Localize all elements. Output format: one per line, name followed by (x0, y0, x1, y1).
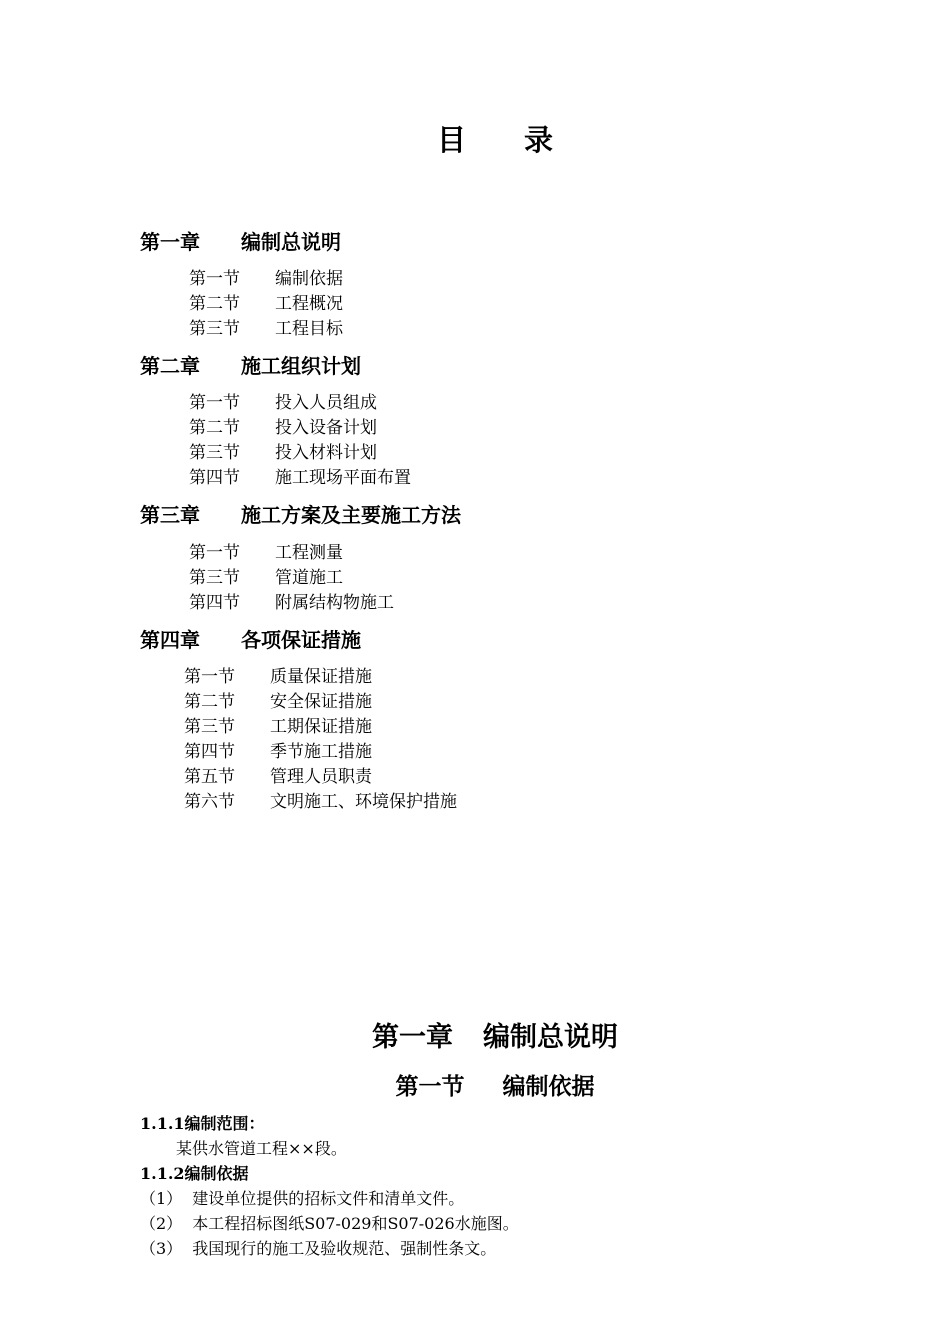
body-chapter-name: 编制总说明 (483, 1022, 618, 1053)
toc-chapter-name: 编制总说明 (241, 230, 341, 254)
basis-item-text: 我国现行的施工及验收规范、强制性条文。 (192, 1239, 497, 1258)
toc-chapter-num: 第四章 (140, 628, 200, 652)
toc-title (0, 118, 950, 159)
toc-section-num: 第四节 (184, 742, 235, 762)
basis-item (140, 1211, 519, 1234)
toc-section-num: 第二节 (184, 692, 235, 712)
basis-item-text: 本工程招标图纸S07-029和S07-026水施图。 (192, 1214, 519, 1233)
body-section-heading (0, 1068, 950, 1101)
toc-section-name: 附属结构物施工 (275, 593, 394, 613)
body-chapter-heading (0, 1015, 950, 1054)
basis-item-text: 建设单位提供的招标文件和清单文件。 (192, 1189, 465, 1208)
scope-heading: 1.1.1编制范围： (140, 1114, 265, 1133)
basis-heading: 1.1.2编制依据 (140, 1164, 249, 1183)
toc-section-name: 投入设备计划 (275, 418, 377, 438)
toc-section-name: 文明施工、环境保护措施 (270, 792, 457, 812)
toc-section-num: 第五节 (184, 767, 235, 787)
toc-chapter-num: 第三章 (140, 503, 200, 527)
toc-section-name: 投入材料计划 (275, 443, 377, 463)
toc-chapter-num: 第二章 (140, 354, 200, 378)
toc-section-name: 质量保证措施 (270, 667, 372, 687)
toc-section-num: 第一节 (189, 269, 240, 289)
toc-section-num: 第一节 (189, 393, 240, 413)
toc-section-num: 第三节 (189, 319, 240, 339)
scope-text: 某供水管道工程××段。 (176, 1139, 347, 1158)
toc-section-name: 安全保证措施 (270, 692, 372, 712)
toc-section-name: 工程测量 (275, 543, 343, 563)
toc-section-name: 施工现场平面布置 (275, 468, 411, 488)
toc-section-name: 编制依据 (275, 269, 343, 289)
toc-section-name: 工程概况 (275, 294, 343, 314)
basis-item (140, 1186, 464, 1209)
toc-section-num: 第四节 (189, 468, 240, 488)
body-chapter-num: 第一章 (372, 1022, 453, 1053)
toc-section-name: 管道施工 (275, 568, 343, 588)
toc-chapter-name: 各项保证措施 (241, 628, 361, 652)
toc-section-num: 第三节 (189, 443, 240, 463)
toc-section-num: 第三节 (184, 717, 235, 737)
toc-chapter-num: 第一章 (140, 230, 200, 254)
toc-section-name: 工期保证措施 (270, 717, 372, 737)
toc-section-num: 第四节 (189, 593, 240, 613)
basis-item-marker: （3） (140, 1239, 183, 1258)
toc-section-name: 季节施工措施 (270, 742, 372, 762)
toc-section-num: 第二节 (189, 294, 240, 314)
toc-section-num: 第一节 (184, 667, 235, 687)
basis-item-marker: （2） (140, 1214, 183, 1233)
toc-section-num: 第二节 (189, 418, 240, 438)
body-section-name: 编制依据 (502, 1073, 595, 1100)
basis-item (140, 1236, 496, 1259)
toc-title-right: 录 (524, 123, 554, 157)
toc-chapter-name: 施工组织计划 (241, 354, 361, 378)
basis-item-marker: （1） (140, 1189, 183, 1208)
toc-section-name: 管理人员职责 (270, 767, 372, 787)
body-section-num: 第一节 (395, 1073, 465, 1100)
toc-section-name: 投入人员组成 (275, 393, 377, 413)
toc-section-num: 第一节 (189, 543, 240, 563)
toc-section-name: 工程目标 (275, 319, 343, 339)
toc-title-left: 目 (436, 123, 466, 157)
toc-chapter-name: 施工方案及主要施工方法 (241, 503, 461, 527)
toc-section-num: 第三节 (189, 568, 240, 588)
toc-section-num: 第六节 (184, 792, 235, 812)
